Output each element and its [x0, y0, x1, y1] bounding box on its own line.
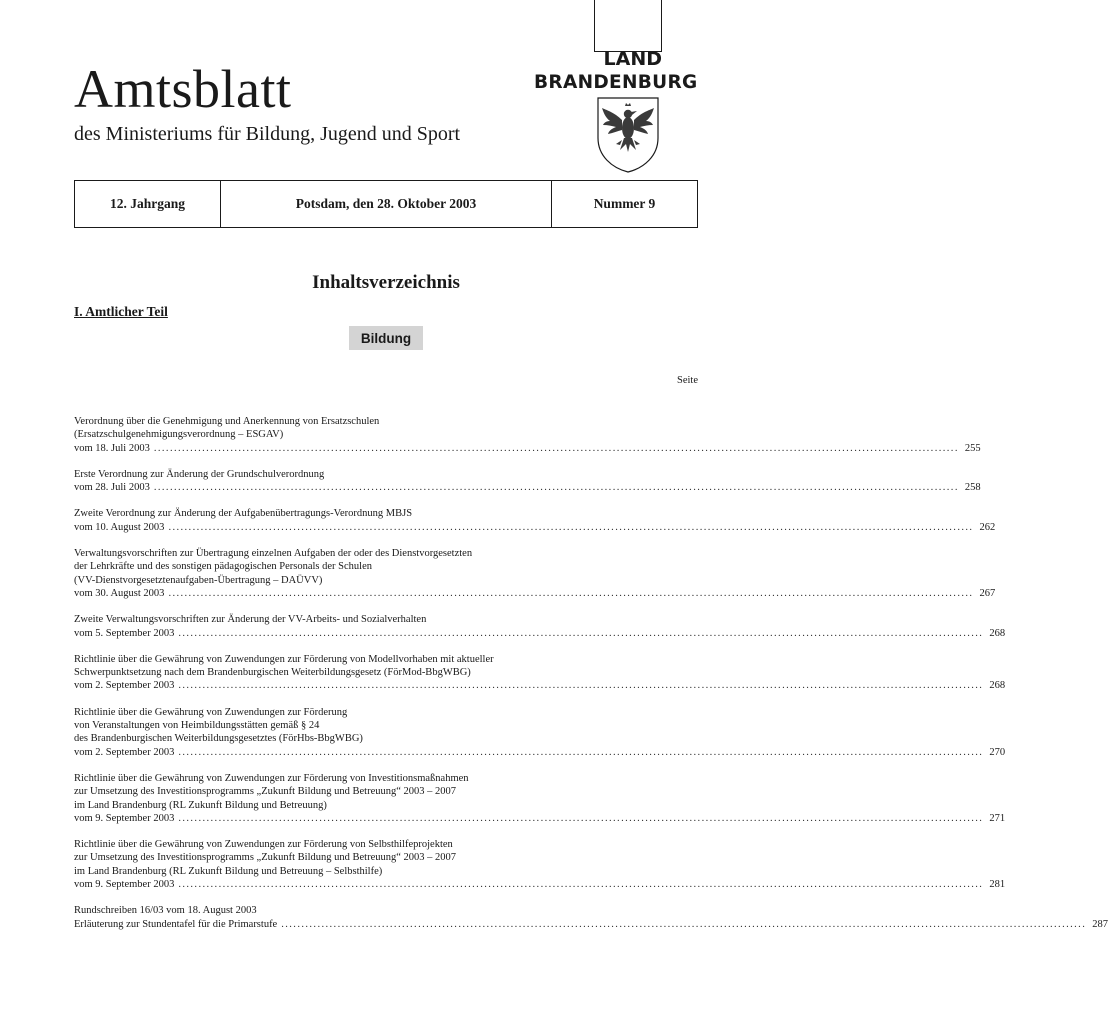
toc-entry-title-line: der Lehrkräfte und des sonstigen pädagogischen Personals der Schulen	[74, 561, 372, 573]
toc-entry-date: vom 10. August 2003	[74, 521, 165, 533]
toc-entry[interactable]	[74, 415, 981, 455]
leader-dots: ........................................................................................................................................................................................................	[168, 521, 974, 533]
toc-entry[interactable]	[74, 706, 1006, 759]
toc-entry-title-line: im Land Brandenburg (RL Zukunft Bildung und Betreuung – Selbsthilfe)	[74, 865, 383, 877]
toc-entry-title-line: zur Umsetzung des Investitionsprogramms „Zukunft Bildung und Betreuung“ 2003 – 2007	[74, 852, 457, 864]
toc-entry-title-line: (Ersatzschulgenehmigungsverordnung – ESGAV)	[74, 429, 284, 441]
issue-number: Nummer 9	[593, 196, 656, 211]
toc-entry-title-line: Richtlinie über die Gewährung von Zuwendungen zur Förderung von Selbsthilfeprojekten	[74, 839, 453, 851]
toc-entry-title-line: Richtlinie über die Gewährung von Zuwendungen zur Förderung von Investitionsmaßnahmen	[74, 772, 469, 784]
logo-line-2: BRANDENBURG	[534, 72, 698, 93]
toc-entry-title-line: des Brandenburgischen Weiterbildungsgesetztes (FörHbs-BbgWBG)	[74, 733, 363, 745]
toc-entry-page: 287	[1092, 918, 1108, 930]
toc-entry-title-line: zur Umsetzung des Investitionsprogramms „Zukunft Bildung und Betreuung“ 2003 – 2007	[74, 786, 457, 798]
section-heading: I. Amtlicher Teil	[74, 304, 168, 319]
toc-entry[interactable]	[74, 547, 996, 600]
toc-entry-title-line: Erste Verordnung zur Änderung der Grundschulverordnung	[74, 468, 325, 480]
toc-entry-title-line: Zweite Verwaltungsvorschriften zur Änderung der VV-Arbeits- und Sozialverhalten	[74, 614, 427, 626]
state-logo	[534, 0, 730, 180]
masthead-subtitle: des Ministeriums für Bildung, Jugend und Sport	[74, 123, 461, 145]
masthead-title: Amtsblatt	[74, 59, 292, 119]
toc-entry[interactable]	[74, 468, 981, 495]
toc-entry-date: vom 18. Juli 2003	[74, 442, 150, 454]
issue-place-date: Potsdam, den 28. Oktober 2003	[221, 181, 552, 227]
leader-dots: ........................................................................................................................................................................................................	[281, 918, 1087, 930]
toc-entry-title-line: von Veranstaltungen von Heimbildungsstätten gemäß § 24	[74, 720, 320, 732]
leader-dots: ........................................................................................................................................................................................................	[178, 879, 984, 891]
toc-entry-page: 281	[989, 879, 1006, 891]
issue-info-bar	[74, 180, 698, 228]
toc-entry-title-line: Verwaltungsvorschriften zur Übertragung einzelnen Aufgaben der oder des Dienstvorgesetzten	[74, 548, 473, 560]
toc-entry-page: 267	[979, 587, 996, 599]
logo-line-1: LAND	[603, 48, 662, 70]
toc-entry-page: 255	[964, 442, 981, 454]
toc-entry-title-line: Verordnung über die Genehmigung und Anerkennung von Ersatzschulen	[74, 416, 380, 427]
toc-entries	[74, 415, 1108, 931]
toc-entry-date: vom 2. September 2003	[74, 680, 175, 692]
toc-entry[interactable]	[74, 904, 1108, 931]
toc-entry-title-line: Richtlinie über die Gewährung von Zuwendungen zur Förderung	[74, 706, 348, 718]
toc-entry-date: vom 2. September 2003	[74, 746, 175, 758]
toc-heading: Inhaltsverzeichnis	[312, 272, 460, 293]
toc-entry[interactable]	[74, 772, 1006, 825]
leader-dots: ........................................................................................................................................................................................................	[178, 812, 984, 824]
toc-entry-page: 258	[964, 482, 981, 494]
toc-entry-date: vom 30. August 2003	[74, 587, 165, 599]
logo-frame	[594, 0, 662, 52]
toc-entry-page: 268	[989, 627, 1006, 639]
leader-dots: ........................................................................................................................................................................................................	[178, 680, 984, 692]
brandenburg-eagle-icon	[592, 94, 664, 174]
toc-entry-date: vom 9. September 2003	[74, 879, 175, 891]
topic-label: Bildung	[349, 326, 423, 350]
toc-entry-page: 271	[989, 812, 1006, 824]
leader-dots: ........................................................................................................................................................................................................	[153, 482, 959, 494]
leader-dots: ........................................................................................................................................................................................................	[168, 587, 974, 599]
toc-entry-date: vom 5. September 2003	[74, 627, 175, 639]
toc-entry-date: Erläuterung zur Stundentafel für die Primarstufe	[74, 918, 278, 930]
toc-entry-title-line: im Land Brandenburg (RL Zukunft Bildung und Betreuung)	[74, 799, 327, 811]
toc-entry-title-line: Rundschreiben 16/03 vom 18. August 2003	[74, 905, 257, 917]
issue-volume: 12. Jahrgang	[75, 181, 221, 227]
toc-entry[interactable]	[74, 838, 1006, 891]
toc-entry-date: vom 28. Juli 2003	[74, 482, 150, 494]
toc-entry-title-line: Zweite Verordnung zur Änderung der Aufgabenübertragungs-Verordnung MBJS	[74, 508, 413, 520]
page-column-label: Seite	[677, 375, 698, 386]
toc-entry-page: 270	[989, 746, 1006, 758]
leader-dots: ........................................................................................................................................................................................................	[153, 442, 959, 454]
toc-entry-title-line: Richtlinie über die Gewährung von Zuwendungen zur Förderung von Modellvorhaben mit aktueller	[74, 653, 494, 665]
toc-entry[interactable]	[74, 653, 1006, 693]
toc-entry[interactable]	[74, 507, 996, 534]
leader-dots: ........................................................................................................................................................................................................	[178, 746, 984, 758]
toc-entry-page: 268	[989, 680, 1006, 692]
toc-entry[interactable]	[74, 613, 1006, 640]
leader-dots: ........................................................................................................................................................................................................	[178, 627, 984, 639]
toc-entry-title-line: (VV-Dienstvorgesetztenaufgaben-Übertragung – DAÜVV)	[74, 574, 323, 586]
toc-entry-page: 262	[979, 521, 996, 533]
toc-entry-title-line: Schwerpunktsetzung nach dem Brandenburgischen Weiterbildungsgesetz (FörMod-BbgWBG)	[74, 667, 471, 679]
toc-entry-date: vom 9. September 2003	[74, 812, 175, 824]
